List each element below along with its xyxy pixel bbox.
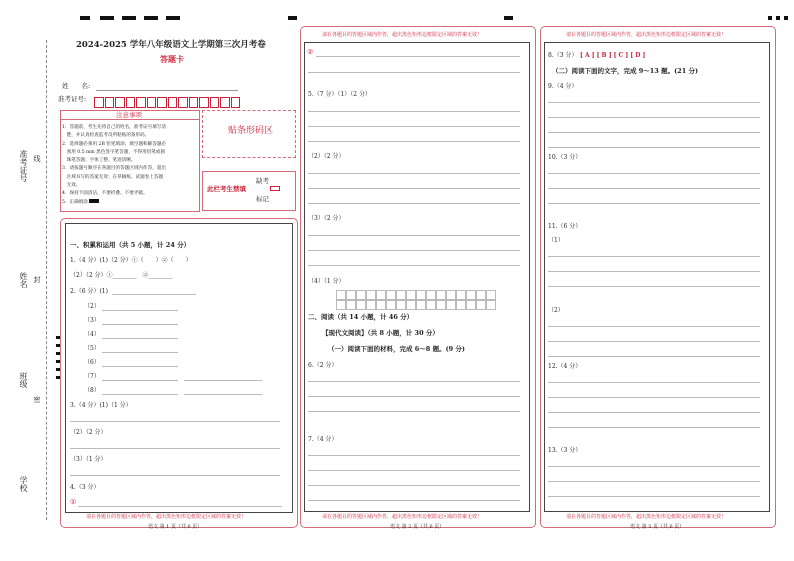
absent-label: 缺考 xyxy=(256,177,269,185)
notice-item: 须用 0.5 mm 黑色签字笔答题，不得用铅笔或圆 xyxy=(62,149,166,155)
exam-id-label: 准考证号: xyxy=(58,95,87,103)
q2-answer-line[interactable] xyxy=(112,294,196,295)
q3b-answer-line[interactable] xyxy=(70,448,280,449)
warning-text-3-top: 请在各题目的答题区域内作答，超出黑色矩形边框限定区域的答案无效！ xyxy=(566,32,727,38)
grid-cell[interactable] xyxy=(396,300,406,310)
q2-label: 2.（6 分）(1) xyxy=(70,288,108,295)
answer-line[interactable] xyxy=(548,496,760,497)
grid-cell[interactable] xyxy=(376,290,386,300)
modern-reading-heading: 【现代文阅读】（共 8 小题，计 30 分） xyxy=(322,329,439,337)
grid-cell[interactable] xyxy=(426,300,436,310)
grid-cell[interactable] xyxy=(396,290,406,300)
grid-cell[interactable] xyxy=(366,300,376,310)
registration-mark xyxy=(288,16,297,20)
footer-page-1: 语文 第 1 页（共 6 页） xyxy=(148,524,203,530)
grid-cell[interactable] xyxy=(386,300,396,310)
grid-cell[interactable] xyxy=(466,300,476,310)
q1-label: 1.（4 分）(1)（2 分）①（ ）②（ ） xyxy=(70,257,192,264)
answer-line[interactable] xyxy=(308,188,520,189)
answer-line[interactable] xyxy=(548,466,760,467)
answer-line[interactable] xyxy=(308,470,520,471)
answer-line[interactable] xyxy=(548,412,760,413)
q12-label: 12.（4 分） xyxy=(548,363,582,370)
grid-cell[interactable] xyxy=(486,290,496,300)
registration-mark xyxy=(80,16,90,20)
q2-sub-label: （4） xyxy=(84,331,100,338)
answer-line[interactable] xyxy=(308,411,520,412)
q10-label: 10.（3 分） xyxy=(548,154,582,161)
answer-line[interactable] xyxy=(308,141,520,142)
q4-label: 4.（3 分） xyxy=(70,484,100,491)
q4-circle-label: ① xyxy=(70,498,77,506)
notice-item: 区域书写的答案无效；在草稿纸、试题卷上答题 xyxy=(62,174,164,180)
q5c-label: （3）（2 分） xyxy=(308,215,345,222)
answer-line[interactable] xyxy=(308,126,520,127)
answer-line[interactable] xyxy=(308,455,520,456)
grid-cell[interactable] xyxy=(456,300,466,310)
side-school-label: 学校 xyxy=(19,476,28,492)
answer-line[interactable] xyxy=(308,203,520,204)
footer-page-3: 语文 第 3 页（共 6 页） xyxy=(630,524,685,530)
q3c-label: （3）（1 分） xyxy=(70,456,107,463)
q2-sub-label: （8） xyxy=(84,387,100,394)
grid-cell[interactable] xyxy=(416,290,426,300)
q3b-label: （2）（2 分） xyxy=(70,429,107,436)
q2-sub-answer-line[interactable] xyxy=(102,366,178,367)
reading-2-heading: （二）阅读下面的文字，完成 9～13 题。(21 分) xyxy=(552,67,699,75)
barcode-area-label: 贴条形码区 xyxy=(228,126,274,136)
absent-checkbox[interactable] xyxy=(270,186,280,191)
side-seal-label: 封 xyxy=(33,276,41,283)
answer-line[interactable] xyxy=(308,173,520,174)
grid-cell[interactable] xyxy=(356,300,366,310)
q5b-label: （2）（2 分） xyxy=(308,153,345,160)
grid-cell[interactable] xyxy=(446,290,456,300)
grid-cell[interactable] xyxy=(346,300,356,310)
footer-page-2: 语文 第 2 页（共 6 页） xyxy=(390,524,445,530)
answer-frame-1 xyxy=(65,223,293,513)
grid-cell[interactable] xyxy=(406,300,416,310)
q2-sub-answer-line[interactable] xyxy=(184,394,262,395)
q8-options[interactable]: [ A ] [ B ] [ C ] [ D ] xyxy=(580,52,646,59)
answer-line[interactable] xyxy=(308,250,520,251)
registration-mark xyxy=(100,16,114,20)
grid-cell[interactable] xyxy=(426,290,436,300)
answer-card-title: 答题卡 xyxy=(160,54,184,64)
q4-answer-line[interactable] xyxy=(78,506,282,507)
q13-label: 13.（3 分） xyxy=(548,447,582,454)
notice-item: 2．选择题必须用 2B 铅笔填涂；填空题和解答题必 xyxy=(62,141,167,147)
grid-cell[interactable] xyxy=(386,290,396,300)
q3c-answer-line[interactable] xyxy=(70,475,280,476)
filled-mark-sample xyxy=(89,199,99,203)
notice-item: 5．正确填涂 xyxy=(62,199,166,207)
answer-line[interactable] xyxy=(308,485,520,486)
grid-cell[interactable] xyxy=(466,290,476,300)
binding-line xyxy=(46,40,47,520)
q11-label: 11.（6 分） xyxy=(548,223,582,230)
grid-cell[interactable] xyxy=(366,290,376,300)
answer-line[interactable] xyxy=(548,481,760,482)
answer-line[interactable] xyxy=(548,427,760,428)
registration-mark xyxy=(768,16,772,20)
grid-cell[interactable] xyxy=(486,300,496,310)
registration-mark xyxy=(504,16,513,20)
section-2-heading: 二、阅读（共 14 小题，计 46 分） xyxy=(308,313,414,321)
notice-item: 无效。 xyxy=(62,183,81,189)
grid-cell[interactable] xyxy=(356,290,366,300)
name-field[interactable] xyxy=(96,90,238,91)
answer-line[interactable] xyxy=(548,286,760,287)
q2-sub-answer-line[interactable] xyxy=(184,380,262,381)
q2-sub-answer-line[interactable] xyxy=(102,310,178,311)
q2-sub-label: （6） xyxy=(84,359,100,366)
grid-cell[interactable] xyxy=(456,290,466,300)
answer-line[interactable] xyxy=(548,117,760,118)
notice-list xyxy=(62,124,166,207)
notice-item: 4．保持卡面清洁，不要折叠、不要弄破。 xyxy=(62,191,148,197)
side-secret-label: 密 xyxy=(33,396,41,403)
answer-line[interactable] xyxy=(548,173,760,174)
answer-line[interactable] xyxy=(308,500,520,501)
warning-text-2-bottom: 请在各题目的答题区域内作答，超出黑色矩形边框限定区域的答案无效！ xyxy=(322,514,483,520)
grid-cell[interactable] xyxy=(476,290,486,300)
q7-label: 7.（4 分） xyxy=(308,436,338,443)
side-line-label: 线 xyxy=(33,155,41,162)
warning-text-1: 请在各题目的答题区域内作答，超出黑色矩形边框限定区域的答案无效！ xyxy=(86,514,247,520)
answer-frame-2 xyxy=(304,42,530,512)
answer-line[interactable] xyxy=(548,188,760,189)
answer-line[interactable] xyxy=(548,356,760,357)
q2-sub-answer-line[interactable] xyxy=(102,338,178,339)
answer-line[interactable] xyxy=(548,256,760,257)
answer-line[interactable] xyxy=(308,111,520,112)
q2-sub-label: （7） xyxy=(84,373,100,380)
side-name-label: 姓名 xyxy=(19,272,28,288)
q8-label: 8.（3 分） xyxy=(548,52,578,59)
q3-answer-line[interactable] xyxy=(70,421,280,422)
page-title: 2024-2025 学年八年级语文上学期第三次月考卷 xyxy=(76,40,266,50)
notice-item: 1．答题前，考生先将自己的姓名，准考证号填写清 xyxy=(62,125,166,130)
answer-line[interactable] xyxy=(548,382,760,383)
grid-cell[interactable] xyxy=(336,290,346,300)
notice-item: 3．请按题号顺序在各题目的答题区域内作答，超出 xyxy=(62,166,166,172)
warning-text-2-top: 请在各题目的答题区域内作答，超出黑色矩形边框限定区域的答案无效！ xyxy=(322,32,483,38)
q2-sub-answer-line[interactable] xyxy=(102,324,178,325)
registration-mark xyxy=(776,16,780,20)
answer-line[interactable] xyxy=(308,72,520,73)
answer-line[interactable] xyxy=(548,341,760,342)
absent-mark-label: 标记 xyxy=(256,195,269,203)
answer-line[interactable] xyxy=(548,132,760,133)
q2-sub-label: （5） xyxy=(84,345,100,352)
grid-cell[interactable] xyxy=(406,290,416,300)
answer-line[interactable] xyxy=(548,147,760,148)
q9-label: 9.（4 分） xyxy=(548,83,578,90)
answer-frame-3 xyxy=(544,42,770,512)
grid-cell[interactable] xyxy=(416,300,426,310)
q2-sub-answer-line[interactable] xyxy=(102,394,178,395)
answer-line[interactable] xyxy=(316,56,520,57)
q2-sub-label: （2） xyxy=(84,303,100,310)
answer-line[interactable] xyxy=(548,326,760,327)
answer-line[interactable] xyxy=(308,381,520,382)
side-exam-id-label: 准考证号 xyxy=(19,150,28,182)
q11b-label: （2） xyxy=(548,307,564,314)
grid-cell[interactable] xyxy=(436,300,446,310)
q3-label: 3.（4 分）(1)（1 分） xyxy=(70,402,132,409)
answer-line[interactable] xyxy=(548,102,760,103)
q2-sub-answer-line[interactable] xyxy=(102,380,178,381)
grid-cell[interactable] xyxy=(436,290,446,300)
grid-cell[interactable] xyxy=(446,300,456,310)
notice-item: 珠笔答题；字体工整、笔迹清晰。 xyxy=(62,158,136,164)
q6-label: 6.（2 分） xyxy=(308,362,338,369)
grid-cell[interactable] xyxy=(376,300,386,310)
answer-line[interactable] xyxy=(548,397,760,398)
answer-line[interactable] xyxy=(548,271,760,272)
registration-mark xyxy=(166,16,180,20)
notice-item: 楚，并认真检查监考员所粘贴的条形码。 xyxy=(62,133,150,139)
grid-cell[interactable] xyxy=(346,290,356,300)
registration-mark xyxy=(784,16,788,20)
q2-sub-label: （3） xyxy=(84,317,100,324)
section-1-heading: 一、积累和运用（共 5 小题，计 24 分） xyxy=(70,241,191,249)
name-label: 姓 名: xyxy=(62,82,91,90)
reading-1-heading: （一）阅读下面的材料，完成 6～8 题。(9 分) xyxy=(328,345,466,353)
q5-label: 5.（7 分）（1）（2 分） xyxy=(308,91,371,98)
q5d-label: （4）（1 分） xyxy=(308,278,345,285)
answer-line[interactable] xyxy=(308,235,520,236)
answer-line[interactable] xyxy=(308,265,520,266)
q1b-label: （2）（2 分）①________ ②________ xyxy=(70,272,173,279)
registration-mark xyxy=(122,16,136,20)
warning-text-3-bottom: 请在各题目的答题区域内作答，超出黑色矩形边框限定区域的答案无效！ xyxy=(566,514,727,520)
registration-mark xyxy=(144,16,158,20)
q2-sub-answer-line[interactable] xyxy=(102,352,178,353)
absent-forbid-label: 此栏考生禁填 xyxy=(207,185,246,193)
top-circle-label: ② xyxy=(307,48,314,56)
answer-line[interactable] xyxy=(308,396,520,397)
notice-title: 注意事项 xyxy=(116,111,142,119)
side-class-label: 班级 xyxy=(19,372,28,388)
grid-cell[interactable] xyxy=(476,300,486,310)
grid-cell[interactable] xyxy=(336,300,346,310)
answer-line[interactable] xyxy=(548,203,760,204)
q11a-label: （1） xyxy=(548,237,564,244)
